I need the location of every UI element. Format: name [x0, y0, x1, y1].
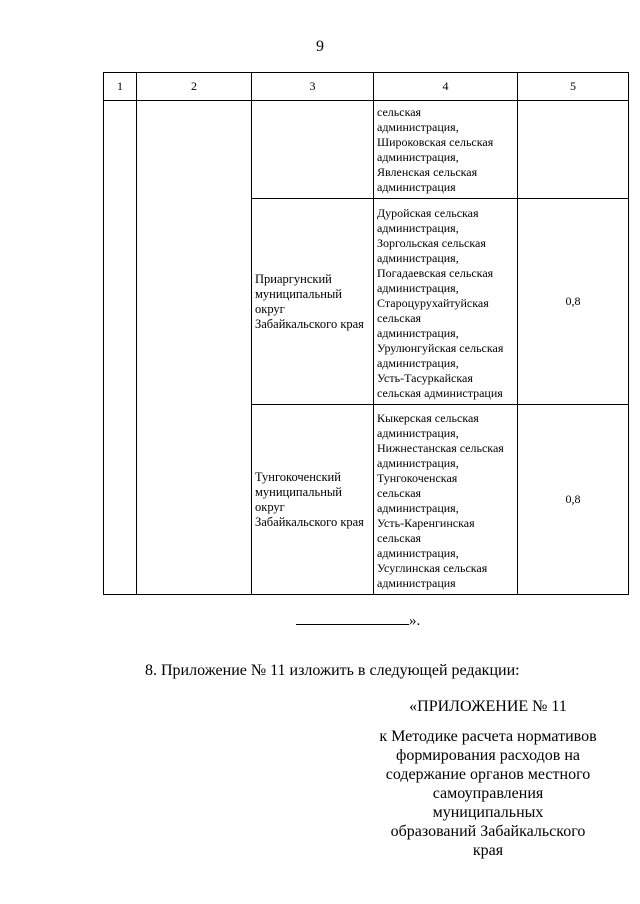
administration-line: администрация, [377, 426, 459, 440]
administration-line: Усть-Каренгинская [377, 516, 475, 530]
appendix-line: образований Забайкальского края [390, 823, 586, 859]
appendix-line: формирования расходов на [395, 747, 581, 764]
administration-line: Урулюнгуйская сельская [377, 340, 504, 355]
administration-line: Зоргольская сельская [377, 235, 486, 250]
administrations-cell [374, 405, 518, 595]
allocation-table [103, 72, 629, 595]
administration-line: Явленская сельская [377, 164, 478, 179]
col2-cell [137, 101, 252, 595]
administration-line: Погадаевская сельская [377, 265, 494, 280]
administration-line: Усуглинская сельская [377, 561, 488, 575]
district-line: Забайкальского края [255, 316, 364, 331]
administration-line: сельская администрация [377, 385, 503, 400]
administration-line: администрация, [377, 119, 459, 134]
coefficient-cell: 0,8 [518, 199, 629, 405]
coefficient-cell: 0,8 [518, 405, 629, 595]
column-header: 1 [104, 73, 137, 101]
appendix-title: «ПРИЛОЖЕНИЕ № 11 [409, 698, 567, 715]
column-header: 4 [374, 73, 518, 101]
district-line: Тунгокоченский [255, 469, 341, 484]
appendix-line: к Методике расчета нормативов [379, 728, 597, 745]
administration-line: Широковская сельская [377, 134, 494, 149]
administration-line: Кыкерская сельская [377, 411, 479, 425]
administration-line: Тунгокоченская [377, 471, 458, 485]
administration-line: сельская [377, 531, 422, 545]
administration-line: сельская [377, 104, 422, 119]
district-line: муниципальный [255, 286, 342, 301]
table-row [104, 101, 629, 199]
administration-line: администрация [377, 576, 456, 590]
administration-line: Усть-Тасуркайская [377, 370, 473, 385]
district-name-cell [252, 199, 374, 405]
district-line: муниципальный [255, 484, 342, 499]
closing-quote: ». [409, 613, 421, 629]
appendix-subtitle [378, 727, 598, 860]
administration-line: администрация, [377, 280, 459, 295]
administration-line: администрация, [377, 149, 459, 164]
district-line: Забайкальского края [255, 514, 364, 529]
district-line: округ [255, 499, 285, 514]
administration-line: администрация, [377, 501, 459, 515]
column-header: 3 [252, 73, 374, 101]
administration-line: сельская [377, 486, 422, 500]
district-name-cell [252, 405, 374, 595]
page-number: 9 [316, 38, 324, 55]
administration-line: администрация, [377, 546, 459, 560]
coefficient-cell [518, 101, 629, 199]
district-line: Приаргунский [255, 271, 332, 286]
administration-line: сельская [377, 310, 422, 325]
administrations-cell [374, 199, 518, 405]
administration-line: администрация, [377, 456, 459, 470]
administration-line [377, 206, 514, 221]
administration-line-word: Дуройская сельская [377, 205, 479, 220]
column-header: 5 [518, 73, 629, 101]
col1-cell [104, 101, 137, 595]
table-header-row [104, 73, 629, 101]
paragraph-8: 8. Приложение № 11 изложить в следующей редакции: [145, 662, 520, 679]
appendix-line: содержание органов местного [385, 766, 591, 783]
closing-mark [296, 612, 420, 630]
administration-line: администрация [377, 179, 456, 194]
administration-line: администрация, [377, 250, 459, 265]
administration-line: администрация, [377, 355, 459, 370]
district-name-cell [252, 101, 374, 199]
administrations-cell [374, 101, 518, 199]
administration-line: администрация, [377, 325, 459, 340]
appendix-line: самоуправления муниципальных [432, 785, 544, 821]
column-header: 2 [137, 73, 252, 101]
administration-line: Староцурухайтуйская [377, 295, 489, 310]
administration-line: Нижнестанская сельская [377, 441, 504, 455]
blank-underline [296, 612, 409, 625]
district-line: округ [255, 301, 285, 316]
administration-line: администрация, [377, 220, 459, 235]
